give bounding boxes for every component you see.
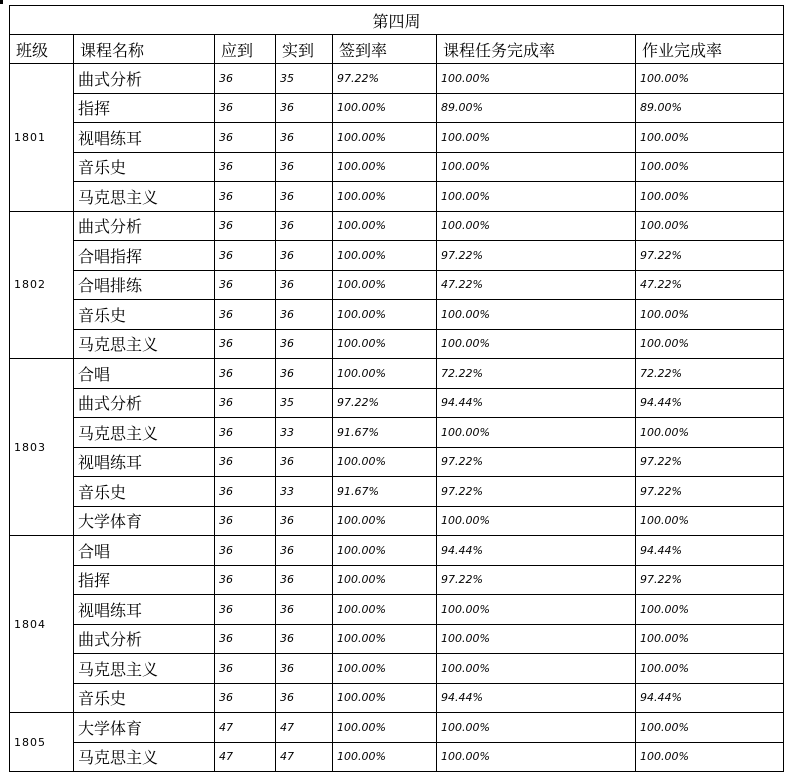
course-cell: 马克思主义 [74, 742, 215, 772]
table-row [10, 300, 784, 330]
course-cell: 音乐史 [74, 152, 215, 182]
due-cell: 36 [215, 536, 276, 566]
task-rate-cell: 94.44% [437, 388, 636, 418]
task-rate-cell: 97.22% [437, 565, 636, 595]
class-cell: 1802 [10, 211, 74, 359]
present-cell: 36 [276, 654, 333, 684]
present-cell: 33 [276, 418, 333, 448]
homework-rate-cell: 47.22% [636, 270, 784, 300]
due-cell: 36 [215, 447, 276, 477]
homework-rate-cell: 94.44% [636, 683, 784, 713]
homework-rate-cell: 97.22% [636, 447, 784, 477]
due-cell: 36 [215, 418, 276, 448]
task-rate-cell: 100.00% [437, 418, 636, 448]
present-cell: 36 [276, 241, 333, 271]
present-cell: 47 [276, 742, 333, 772]
table-row [10, 595, 784, 625]
present-cell: 47 [276, 713, 333, 743]
sign-rate-cell: 100.00% [333, 329, 437, 359]
due-cell: 36 [215, 506, 276, 536]
sign-rate-cell: 100.00% [333, 654, 437, 684]
homework-rate-cell: 89.00% [636, 93, 784, 123]
sign-rate-cell: 100.00% [333, 506, 437, 536]
task-rate-cell: 100.00% [437, 123, 636, 153]
table-row [10, 211, 784, 241]
table-row [10, 447, 784, 477]
homework-rate-cell: 100.00% [636, 742, 784, 772]
due-cell: 36 [215, 388, 276, 418]
task-rate-cell: 94.44% [437, 536, 636, 566]
due-cell: 36 [215, 654, 276, 684]
homework-rate-cell: 100.00% [636, 418, 784, 448]
sign-rate-cell: 100.00% [333, 270, 437, 300]
course-cell: 马克思主义 [74, 418, 215, 448]
homework-rate-cell: 100.00% [636, 211, 784, 241]
present-cell: 36 [276, 270, 333, 300]
present-cell: 36 [276, 565, 333, 595]
homework-rate-cell: 100.00% [636, 624, 784, 654]
homework-rate-cell: 94.44% [636, 536, 784, 566]
table-row [10, 64, 784, 94]
task-rate-cell: 72.22% [437, 359, 636, 389]
table-row [10, 713, 784, 743]
due-cell: 36 [215, 300, 276, 330]
sign-rate-cell: 100.00% [333, 123, 437, 153]
due-cell: 36 [215, 182, 276, 212]
task-rate-cell: 100.00% [437, 211, 636, 241]
due-cell: 36 [215, 64, 276, 94]
table-row [10, 418, 784, 448]
due-cell: 36 [215, 152, 276, 182]
task-rate-cell: 97.22% [437, 241, 636, 271]
course-cell: 音乐史 [74, 683, 215, 713]
homework-rate-cell: 100.00% [636, 123, 784, 153]
course-cell: 音乐史 [74, 477, 215, 507]
due-cell: 36 [215, 595, 276, 625]
course-cell: 曲式分析 [74, 211, 215, 241]
homework-rate-cell: 100.00% [636, 713, 784, 743]
table-row [10, 624, 784, 654]
course-cell: 大学体育 [74, 506, 215, 536]
task-rate-cell: 100.00% [437, 713, 636, 743]
course-cell: 视唱练耳 [74, 123, 215, 153]
table-row [10, 477, 784, 507]
sign-rate-cell: 100.00% [333, 182, 437, 212]
homework-rate-cell: 100.00% [636, 182, 784, 212]
header-homework-rate: 作业完成率 [636, 35, 784, 64]
table-row [10, 123, 784, 153]
class-cell: 1805 [10, 713, 74, 772]
present-cell: 36 [276, 123, 333, 153]
table-row [10, 565, 784, 595]
present-cell: 36 [276, 152, 333, 182]
table-row [10, 654, 784, 684]
attendance-table [9, 5, 784, 772]
task-rate-cell: 100.00% [437, 654, 636, 684]
due-cell: 36 [215, 477, 276, 507]
course-cell: 合唱 [74, 536, 215, 566]
task-rate-cell: 100.00% [437, 64, 636, 94]
sign-rate-cell: 100.00% [333, 300, 437, 330]
course-cell: 马克思主义 [74, 182, 215, 212]
page-corner-mark [0, 0, 3, 4]
sign-rate-cell: 100.00% [333, 713, 437, 743]
present-cell: 36 [276, 359, 333, 389]
course-cell: 合唱排练 [74, 270, 215, 300]
header-course: 课程名称 [74, 35, 215, 64]
header-due: 应到 [215, 35, 276, 64]
homework-rate-cell: 100.00% [636, 595, 784, 625]
homework-rate-cell: 97.22% [636, 241, 784, 271]
homework-rate-cell: 100.00% [636, 300, 784, 330]
class-cell: 1803 [10, 359, 74, 536]
course-cell: 曲式分析 [74, 64, 215, 94]
course-cell: 指挥 [74, 93, 215, 123]
table-row [10, 506, 784, 536]
sign-rate-cell: 100.00% [333, 93, 437, 123]
sign-rate-cell: 100.00% [333, 152, 437, 182]
task-rate-cell: 100.00% [437, 624, 636, 654]
present-cell: 36 [276, 182, 333, 212]
course-cell: 马克思主义 [74, 654, 215, 684]
due-cell: 36 [215, 683, 276, 713]
table-row [10, 683, 784, 713]
homework-rate-cell: 97.22% [636, 477, 784, 507]
present-cell: 33 [276, 477, 333, 507]
present-cell: 36 [276, 447, 333, 477]
task-rate-cell: 97.22% [437, 477, 636, 507]
present-cell: 36 [276, 211, 333, 241]
homework-rate-cell: 97.22% [636, 565, 784, 595]
present-cell: 36 [276, 506, 333, 536]
header-row [10, 35, 784, 64]
present-cell: 36 [276, 683, 333, 713]
task-rate-cell: 97.22% [437, 447, 636, 477]
homework-rate-cell: 100.00% [636, 152, 784, 182]
task-rate-cell: 100.00% [437, 506, 636, 536]
sign-rate-cell: 100.00% [333, 624, 437, 654]
table-body [10, 64, 784, 772]
due-cell: 36 [215, 270, 276, 300]
homework-rate-cell: 100.00% [636, 64, 784, 94]
header-class: 班级 [10, 35, 74, 64]
table-row [10, 152, 784, 182]
present-cell: 36 [276, 300, 333, 330]
sign-rate-cell: 100.00% [333, 359, 437, 389]
due-cell: 36 [215, 211, 276, 241]
class-cell: 1801 [10, 64, 74, 212]
task-rate-cell: 100.00% [437, 329, 636, 359]
task-rate-cell: 100.00% [437, 182, 636, 212]
present-cell: 35 [276, 64, 333, 94]
present-cell: 36 [276, 93, 333, 123]
task-rate-cell: 47.22% [437, 270, 636, 300]
homework-rate-cell: 100.00% [636, 329, 784, 359]
course-cell: 视唱练耳 [74, 447, 215, 477]
course-cell: 视唱练耳 [74, 595, 215, 625]
sign-rate-cell: 100.00% [333, 595, 437, 625]
due-cell: 47 [215, 713, 276, 743]
due-cell: 36 [215, 93, 276, 123]
homework-rate-cell: 72.22% [636, 359, 784, 389]
sign-rate-cell: 97.22% [333, 388, 437, 418]
table-row [10, 241, 784, 271]
due-cell: 36 [215, 123, 276, 153]
task-rate-cell: 89.00% [437, 93, 636, 123]
due-cell: 36 [215, 565, 276, 595]
sign-rate-cell: 100.00% [333, 211, 437, 241]
sign-rate-cell: 100.00% [333, 742, 437, 772]
course-cell: 大学体育 [74, 713, 215, 743]
due-cell: 36 [215, 329, 276, 359]
table-row [10, 536, 784, 566]
sign-rate-cell: 97.22% [333, 64, 437, 94]
header-present: 实到 [276, 35, 333, 64]
present-cell: 36 [276, 595, 333, 625]
table-row [10, 93, 784, 123]
due-cell: 36 [215, 359, 276, 389]
present-cell: 36 [276, 624, 333, 654]
course-cell: 合唱 [74, 359, 215, 389]
task-rate-cell: 100.00% [437, 742, 636, 772]
table-row [10, 742, 784, 772]
sign-rate-cell: 100.00% [333, 565, 437, 595]
course-cell: 曲式分析 [74, 624, 215, 654]
homework-rate-cell: 100.00% [636, 654, 784, 684]
sign-rate-cell: 100.00% [333, 241, 437, 271]
homework-rate-cell: 100.00% [636, 506, 784, 536]
task-rate-cell: 94.44% [437, 683, 636, 713]
sign-rate-cell: 91.67% [333, 477, 437, 507]
due-cell: 47 [215, 742, 276, 772]
present-cell: 35 [276, 388, 333, 418]
course-cell: 指挥 [74, 565, 215, 595]
course-cell: 曲式分析 [74, 388, 215, 418]
header-task-rate: 课程任务完成率 [437, 35, 636, 64]
header-sign-rate: 签到率 [333, 35, 437, 64]
title-row [10, 6, 784, 35]
class-cell: 1804 [10, 536, 74, 713]
table-row [10, 388, 784, 418]
table-title: 第四周 [10, 6, 784, 35]
table-row [10, 182, 784, 212]
course-cell: 马克思主义 [74, 329, 215, 359]
course-cell: 合唱指挥 [74, 241, 215, 271]
homework-rate-cell: 94.44% [636, 388, 784, 418]
sign-rate-cell: 100.00% [333, 447, 437, 477]
task-rate-cell: 100.00% [437, 152, 636, 182]
present-cell: 36 [276, 536, 333, 566]
table-row [10, 270, 784, 300]
due-cell: 36 [215, 241, 276, 271]
sign-rate-cell: 91.67% [333, 418, 437, 448]
sign-rate-cell: 100.00% [333, 683, 437, 713]
due-cell: 36 [215, 624, 276, 654]
task-rate-cell: 100.00% [437, 300, 636, 330]
sign-rate-cell: 100.00% [333, 536, 437, 566]
table-row [10, 329, 784, 359]
course-cell: 音乐史 [74, 300, 215, 330]
present-cell: 36 [276, 329, 333, 359]
task-rate-cell: 100.00% [437, 595, 636, 625]
table-row [10, 359, 784, 389]
